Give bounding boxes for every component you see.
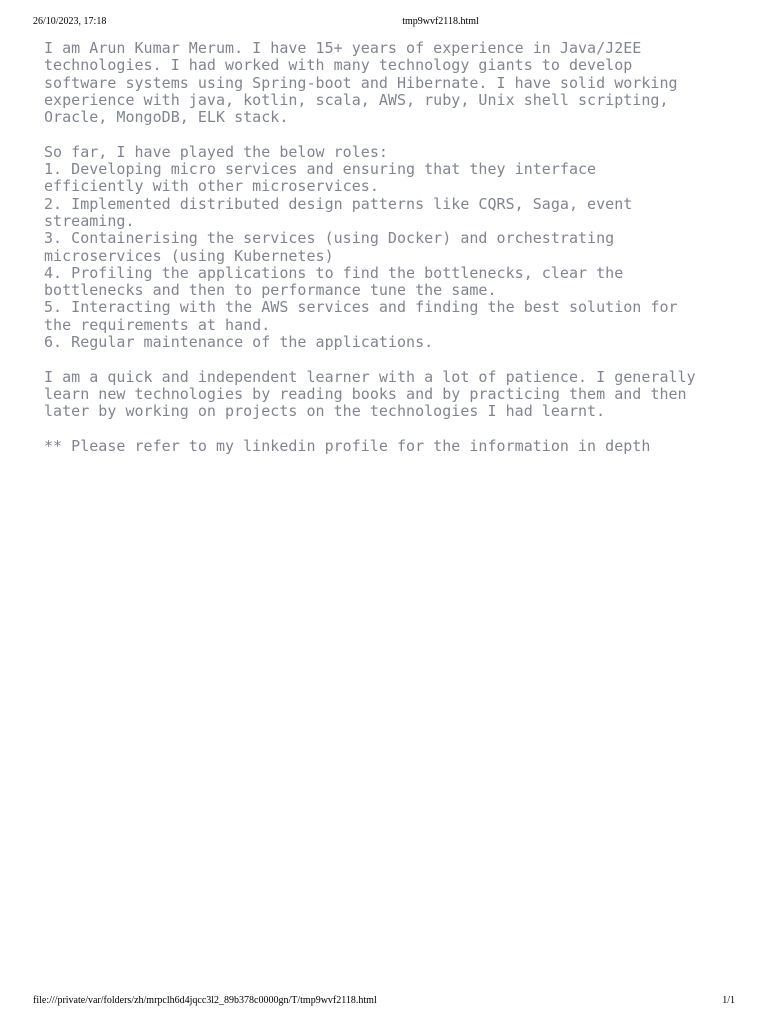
roles-line: 4. Profiling the applications to find the bottlenecks, clear the [44, 263, 624, 282]
print-page-count: 1/1 [722, 995, 735, 1006]
print-header [0, 16, 768, 30]
text-line: I am Arun Kumar Merum. I have 15+ years of experience in Java/J2EE [44, 39, 642, 57]
print-file-path: file:///private/var/folders/zh/mrpclh6d4jqcc3l2_89b378c0000gn/T/tmp9wvf2118.html [33, 995, 377, 1006]
text-line: I am a quick and independent learner with a lot of patience. I generally [44, 367, 696, 386]
roles-line: the requirements at hand. [44, 315, 271, 334]
text-line: later by working on projects on the technologies I had learnt. [44, 402, 606, 421]
roles-line: streaming. [44, 211, 135, 230]
roles-section [44, 144, 734, 352]
roles-line: 1. Developing micro services and ensuring that they interface [44, 160, 597, 179]
roles-line: 5. Interacting with the AWS services and finding the best solution for [44, 298, 678, 317]
text-line: experience with java, kotlin, scala, AWS, ruby, Unix shell scripting, [44, 90, 669, 109]
document-body [44, 40, 734, 455]
print-footer [0, 995, 768, 1009]
text-line: technologies. I had worked with many technology giants to develop [44, 56, 633, 75]
roles-line: 3. Containerising the services (using Docker) and orchestrating [44, 229, 615, 248]
paragraph-gap [44, 126, 734, 143]
roles-line: bottlenecks and then to performance tune the same. [44, 281, 497, 300]
paragraph-gap [44, 421, 734, 438]
roles-line: microservices (using Kubernetes) [44, 246, 334, 265]
roles-heading: So far, I have played the below roles: [44, 142, 388, 161]
print-datetime: 26/10/2023, 17:18 [33, 16, 107, 27]
roles-line: 6. Regular maintenance of the applications. [44, 333, 434, 352]
learner-paragraph [44, 369, 734, 421]
intro-paragraph [44, 40, 734, 126]
roles-line: efficiently with other microservices. [44, 177, 379, 196]
linkedin-note: ** Please refer to my linkedin profile for the information in depth [44, 436, 651, 455]
text-line: learn new technologies by reading books and by practicing them and then [44, 384, 687, 403]
text-line: Oracle, MongoDB, ELK stack. [44, 108, 289, 127]
print-filename: tmp9wvf2118.html [402, 16, 479, 27]
roles-line: 2. Implemented distributed design patterns like CQRS, Saga, event [44, 194, 633, 213]
paragraph-gap [44, 351, 734, 368]
text-line: software systems using Spring-boot and Hibernate. I have solid working [44, 73, 678, 92]
